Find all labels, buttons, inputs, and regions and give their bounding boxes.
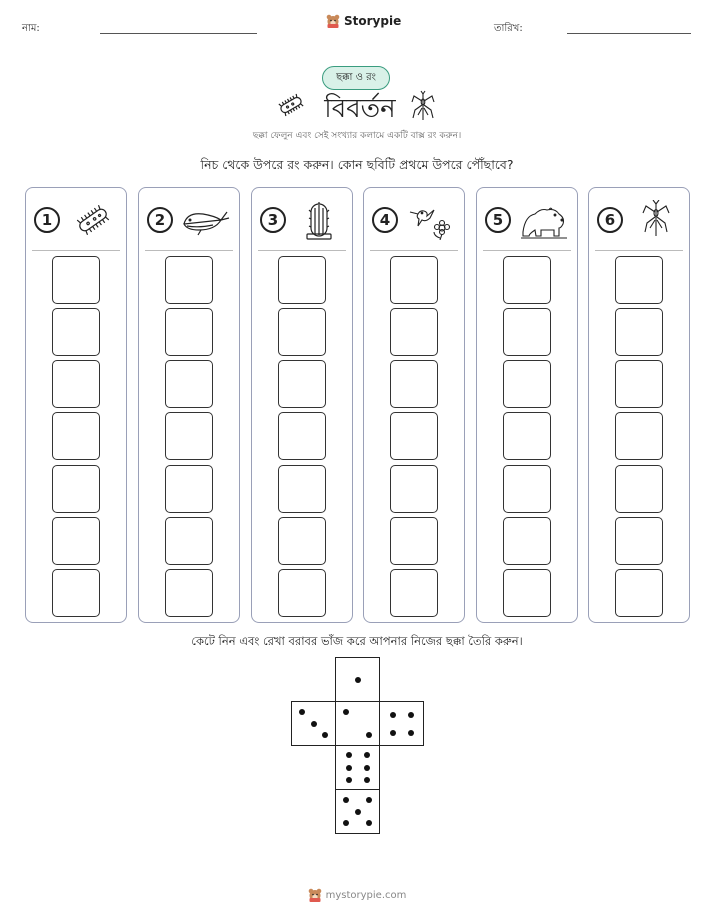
column-number: 4: [372, 207, 398, 233]
dice-pip: [355, 809, 361, 815]
dice-face-6: [335, 745, 380, 790]
page-title: বিবর্তন: [324, 94, 396, 124]
column-number: 2: [147, 207, 173, 233]
dice-face-5: [335, 789, 380, 834]
dice-pip: [364, 752, 370, 758]
color-box[interactable]: [390, 412, 438, 460]
color-box[interactable]: [503, 360, 551, 408]
column-5: [476, 187, 578, 623]
instruction: নিচ থেকে উপরে রং করুন। কোন ছবিটি প্রথমে উপরে পৌঁছাবে?: [200, 157, 514, 172]
game-badge: ছক্কা ও রং: [322, 66, 390, 90]
column-number: 6: [597, 207, 623, 233]
dice-face-3: [291, 701, 336, 746]
dice-pip: [343, 709, 349, 715]
color-box[interactable]: [52, 569, 100, 617]
column-4: [363, 187, 465, 623]
dice-pip: [364, 777, 370, 783]
hummingbird-flower-icon: [406, 200, 456, 240]
dice-face-2: [335, 701, 380, 746]
column-divider: [145, 250, 233, 251]
dice-pip: [346, 765, 352, 771]
color-box[interactable]: [615, 412, 663, 460]
color-box[interactable]: [278, 569, 326, 617]
footer-url: mystorypie.com: [325, 889, 407, 901]
dice-pip: [346, 777, 352, 783]
column-2: [138, 187, 240, 623]
color-box[interactable]: [165, 412, 213, 460]
cactus-icon: [294, 200, 344, 240]
cut-instruction: কেটে নিন এবং রেখা বরাবর ভাঁজ করে আপনার নিজের ছক্কা তৈরি করুন।: [191, 634, 523, 648]
color-box[interactable]: [278, 517, 326, 565]
mosquito-title-icon: [410, 90, 436, 124]
brand-logo: [326, 14, 401, 28]
dice-pip: [355, 677, 361, 683]
color-box[interactable]: [165, 308, 213, 356]
column-3: [251, 187, 353, 623]
color-box[interactable]: [503, 465, 551, 513]
name-label: নাম:: [22, 23, 40, 34]
column-1: [25, 187, 127, 623]
dice-pip: [408, 712, 414, 718]
color-box[interactable]: [390, 256, 438, 304]
dice-face-4: [379, 701, 424, 746]
bear-logo-icon: [326, 14, 340, 28]
column-number: 5: [485, 207, 511, 233]
column-divider: [258, 250, 346, 251]
whale-icon: [181, 200, 231, 240]
color-box[interactable]: [52, 412, 100, 460]
dice-pip: [311, 721, 317, 727]
color-box[interactable]: [278, 465, 326, 513]
dice-face-1: [335, 657, 380, 702]
color-box[interactable]: [390, 569, 438, 617]
color-box[interactable]: [390, 308, 438, 356]
color-box[interactable]: [615, 308, 663, 356]
dice-pip: [364, 765, 370, 771]
color-box[interactable]: [615, 360, 663, 408]
color-box[interactable]: [503, 569, 551, 617]
column-number: 3: [260, 207, 286, 233]
column-number: 1: [34, 207, 60, 233]
color-box[interactable]: [615, 256, 663, 304]
color-box[interactable]: [165, 465, 213, 513]
color-box[interactable]: [503, 256, 551, 304]
color-box[interactable]: [503, 308, 551, 356]
subtitle: ছক্কা ফেলুন এবং সেই সংখ্যার কলামে একটি বাক্স রং করুন।: [252, 131, 462, 141]
color-box[interactable]: [615, 569, 663, 617]
dice-pip: [343, 797, 349, 803]
polar-bear-icon: [519, 200, 569, 240]
date-label: তারিখ:: [494, 23, 523, 34]
column-divider: [483, 250, 571, 251]
bacterium-icon: [68, 200, 118, 240]
color-box[interactable]: [503, 517, 551, 565]
column-divider: [370, 250, 458, 251]
brand-name: Storypie: [344, 14, 402, 28]
color-box[interactable]: [390, 360, 438, 408]
dice-pip: [299, 709, 305, 715]
color-box[interactable]: [52, 256, 100, 304]
mosquito-icon: [631, 200, 681, 240]
bear-footer-icon: [308, 888, 322, 902]
color-box[interactable]: [52, 360, 100, 408]
color-box[interactable]: [52, 308, 100, 356]
dice-pip: [343, 820, 349, 826]
column-6: [588, 187, 690, 623]
color-box[interactable]: [52, 517, 100, 565]
dice-pip: [322, 732, 328, 738]
dice-pip: [346, 752, 352, 758]
color-box[interactable]: [278, 412, 326, 460]
dice-pip: [390, 712, 396, 718]
name-line[interactable]: [100, 33, 257, 34]
color-box[interactable]: [615, 465, 663, 513]
color-box[interactable]: [165, 517, 213, 565]
color-box[interactable]: [165, 360, 213, 408]
column-divider: [32, 250, 120, 251]
color-box[interactable]: [52, 465, 100, 513]
color-box[interactable]: [503, 412, 551, 460]
date-line[interactable]: [567, 33, 691, 34]
color-box[interactable]: [278, 256, 326, 304]
column-divider: [595, 250, 683, 251]
footer: [0, 888, 714, 902]
color-box[interactable]: [165, 256, 213, 304]
dice-pip: [366, 820, 372, 826]
color-box[interactable]: [390, 465, 438, 513]
dice-pip: [390, 730, 396, 736]
color-box[interactable]: [390, 517, 438, 565]
color-box[interactable]: [278, 360, 326, 408]
color-box[interactable]: [165, 569, 213, 617]
color-box[interactable]: [615, 517, 663, 565]
dice-pip: [366, 797, 372, 803]
dice-pip: [408, 730, 414, 736]
dice-pip: [366, 732, 372, 738]
color-box[interactable]: [278, 308, 326, 356]
